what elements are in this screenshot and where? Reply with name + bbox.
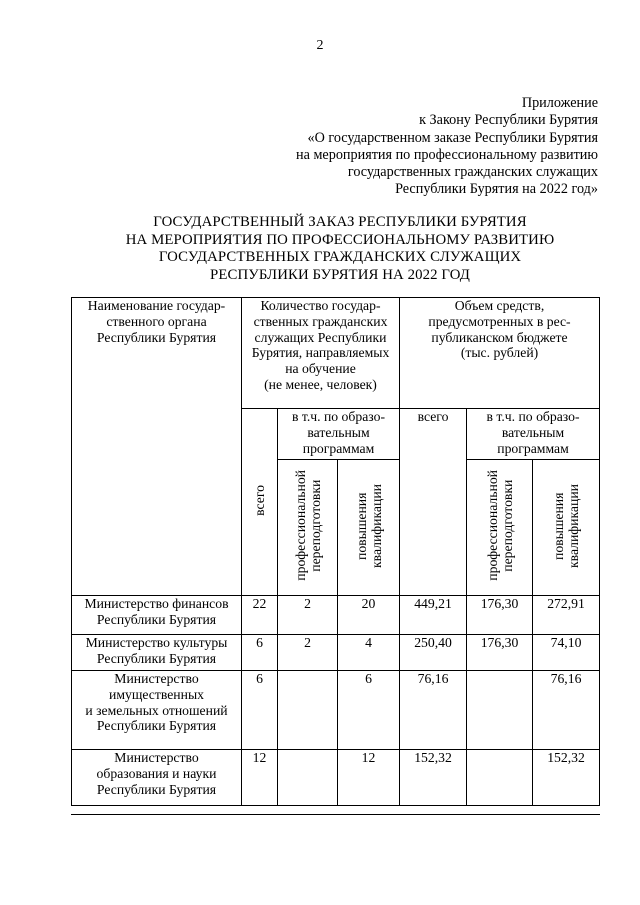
header-text: повышения <box>551 491 567 560</box>
header-funds-incl <box>467 409 600 460</box>
funds-retraining-cell <box>467 750 533 806</box>
header-text: (не менее, человек) <box>264 376 377 392</box>
state-order-table <box>71 297 600 806</box>
funds-total-cell: 76,16 <box>400 671 467 750</box>
appendix-line: на мероприятия по профессиональному развитию <box>296 146 598 163</box>
count-retraining-cell: 2 <box>278 596 338 635</box>
header-count-qualification <box>338 460 400 596</box>
header-text: в т.ч. по образо- <box>291 409 386 424</box>
funds-qualification-cell: 272,91 <box>533 596 600 635</box>
org-name-line: и земельных отношений <box>85 702 228 718</box>
header-text: вательным <box>501 424 565 440</box>
title-line: ГОСУДАРСТВЕННЫХ ГРАЖДАНСКИХ СЛУЖАЩИХ <box>158 249 522 266</box>
org-name-line: Республики Бурятия <box>96 611 217 627</box>
appendix-line: к Закону Республики Бурятия <box>419 112 598 129</box>
header-text: предусмотренных в рес- <box>428 313 571 329</box>
table-row <box>72 750 600 806</box>
header-text: профессиональной <box>292 470 308 581</box>
count-retraining-cell: 2 <box>278 635 338 671</box>
count-retraining-cell <box>278 671 338 750</box>
header-text: в т.ч. по образо- <box>486 409 580 424</box>
table-row <box>72 635 600 671</box>
appendix-line: «О государственном заказе Республики Бурятия <box>307 129 598 146</box>
header-text: всего <box>417 409 449 424</box>
header-text: переподготовки <box>499 479 515 572</box>
funds-qualification-cell: 152,32 <box>533 750 600 806</box>
header-text: (тыс. рублей) <box>460 345 539 361</box>
count-total-cell: 22 <box>242 596 278 635</box>
header-text: квалификации <box>566 483 582 568</box>
header-text: публиканском бюджете <box>431 329 568 345</box>
header-text: повышения <box>353 491 369 560</box>
org-name-line: Министерство финансов <box>84 596 229 611</box>
header-text: служащих Республики <box>254 329 387 345</box>
header-text: на обучение <box>285 361 356 377</box>
appendix-line: Республики Бурятия на 2022 год» <box>395 181 598 198</box>
document-title <box>60 214 620 284</box>
header-funds-qualification <box>533 460 600 596</box>
count-qualification-cell: 4 <box>338 635 400 671</box>
header-count <box>242 298 400 409</box>
count-qualification-cell: 20 <box>338 596 400 635</box>
org-name-line: Министерство <box>114 750 199 765</box>
header-org <box>72 298 242 596</box>
count-retraining-cell <box>278 750 338 806</box>
header-text: Количество государ- <box>260 298 381 313</box>
title-line: РЕСПУБЛИКИ БУРЯТИЯ НА 2022 ГОД <box>210 266 470 283</box>
org-name-line: Республики Бурятия <box>96 781 217 797</box>
table-bottom-rule <box>71 814 600 815</box>
header-funds <box>400 298 600 409</box>
org-name-line: образования и науки <box>96 765 217 781</box>
header-count-incl <box>278 409 400 460</box>
count-total-cell: 12 <box>242 750 278 806</box>
org-name-line: Республики Бурятия <box>96 718 217 734</box>
header-text: Республики Бурятия <box>96 329 217 345</box>
funds-total-cell: 152,32 <box>400 750 467 806</box>
org-name-line: имущественных <box>109 686 204 702</box>
title-line: НА МЕРОПРИЯТИЯ ПО ПРОФЕССИОНАЛЬНОМУ РАЗВИТИЮ <box>125 231 555 248</box>
title-line: ГОСУДАРСТВЕННЫЙ ЗАКАЗ РЕСПУБЛИКИ БУРЯТИЯ <box>153 214 527 230</box>
org-name-cell <box>72 635 242 671</box>
count-qualification-cell: 6 <box>338 671 400 750</box>
header-text: вательным <box>307 424 370 440</box>
header-row <box>72 298 600 409</box>
header-funds-retraining <box>467 460 533 596</box>
funds-total-cell: 449,21 <box>400 596 467 635</box>
funds-retraining-cell <box>467 671 533 750</box>
appendix-block <box>296 95 598 199</box>
header-text: Бурятия, направляемых <box>251 345 390 361</box>
funds-retraining-cell: 176,30 <box>467 635 533 671</box>
org-name-line: Министерство <box>114 671 199 686</box>
funds-qualification-cell: 74,10 <box>533 635 600 671</box>
header-count-retraining <box>278 460 338 596</box>
count-total-cell: 6 <box>242 671 278 750</box>
table-row <box>72 596 600 635</box>
header-text: ственных гражданских <box>253 313 388 329</box>
header-text: ственного органа <box>106 313 207 329</box>
org-name-cell <box>72 750 242 806</box>
appendix-line: Приложение <box>521 95 598 111</box>
funds-total-cell: 250,40 <box>400 635 467 671</box>
header-text: Наименование государ- <box>87 298 226 313</box>
header-text: программам <box>497 440 569 456</box>
appendix-line: государственных гражданских служащих <box>347 164 598 181</box>
page-number: 2 <box>316 38 324 53</box>
count-total-cell: 6 <box>242 635 278 671</box>
org-name-line: Республики Бурятия <box>96 650 217 666</box>
header-text: всего <box>252 484 267 516</box>
header-text: Объем средств, <box>454 298 545 313</box>
table-row <box>72 671 600 750</box>
header-text: профессиональной <box>484 470 500 581</box>
funds-retraining-cell: 176,30 <box>467 596 533 635</box>
header-funds-total <box>400 409 467 596</box>
header-text: переподготовки <box>307 479 323 572</box>
org-name-cell <box>72 596 242 635</box>
count-qualification-cell: 12 <box>338 750 400 806</box>
header-text: программам <box>302 440 375 456</box>
org-name-cell <box>72 671 242 750</box>
funds-qualification-cell: 76,16 <box>533 671 600 750</box>
org-name-line: Министерство культуры <box>85 635 228 650</box>
header-count-total <box>242 409 278 596</box>
header-text: квалификации <box>368 483 384 568</box>
